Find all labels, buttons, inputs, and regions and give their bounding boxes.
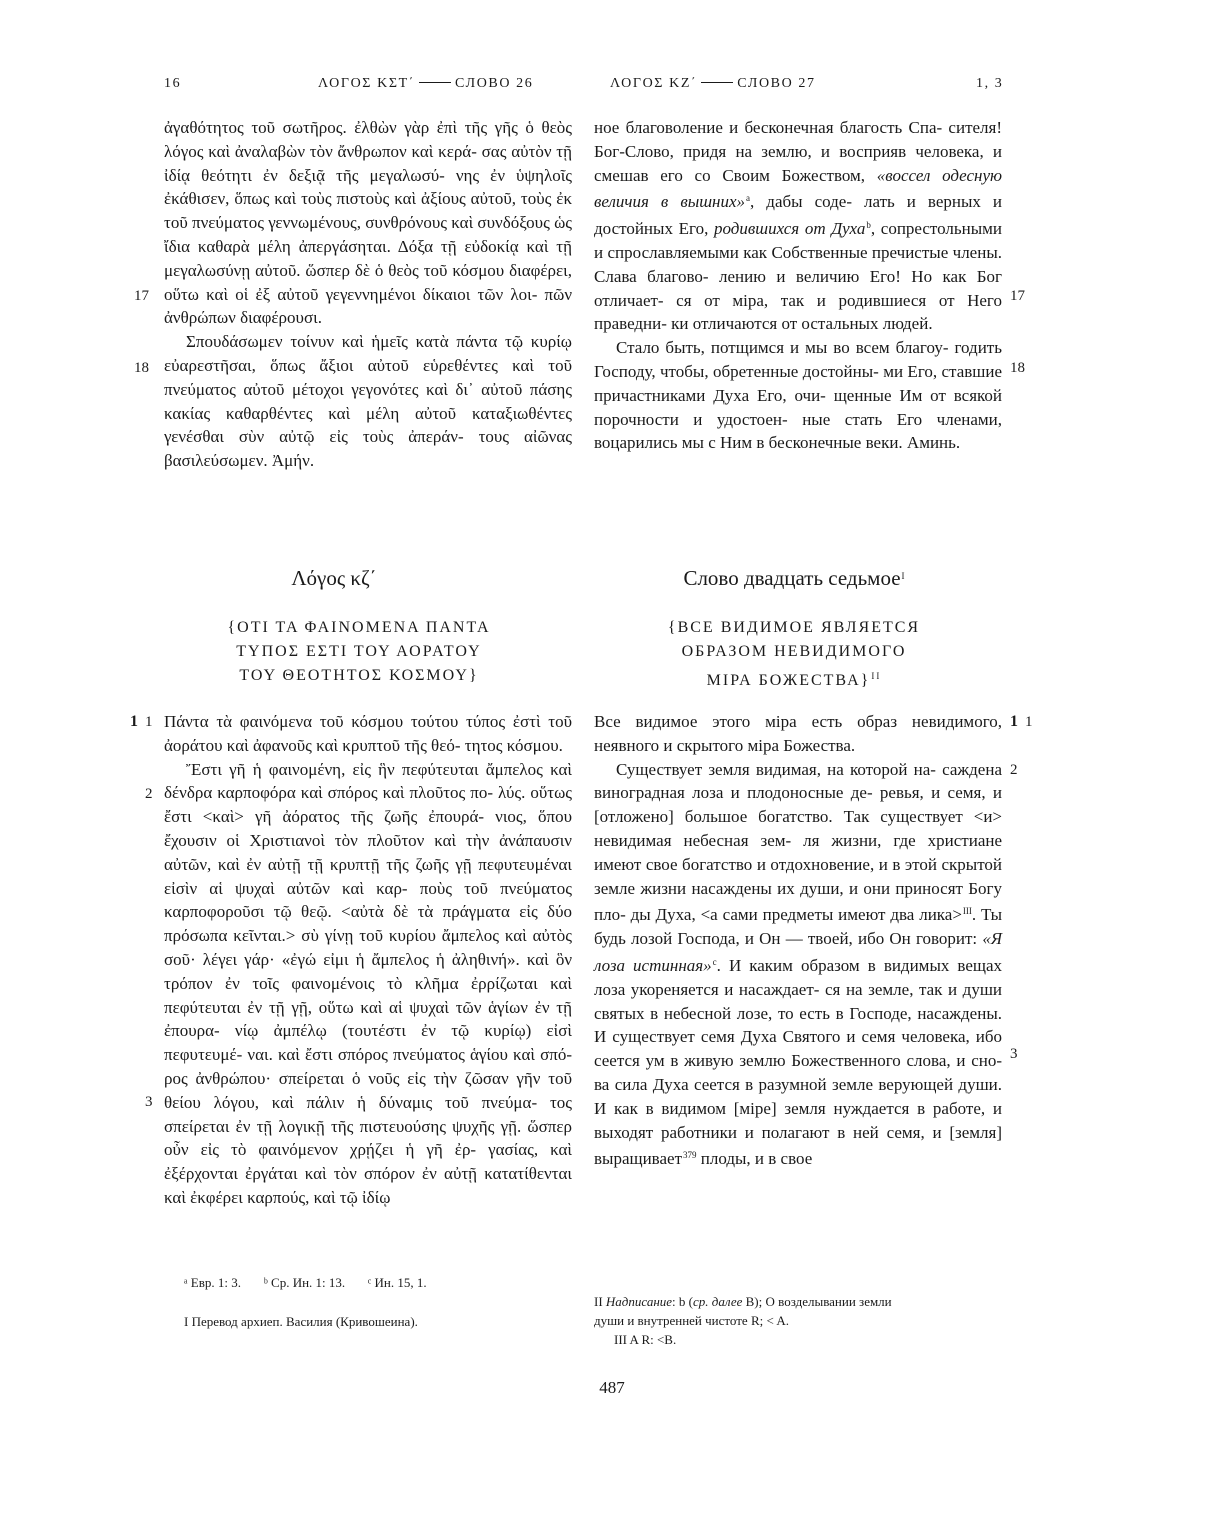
greek-verse-1: Πάντα τὰ φαινόμενα τοῦ κόσμου τούτου τύπος ἐστὶ τοῦ ἀοράτου καὶ ἀφανοῦς καὶ κρυπτοῦ τῆς θεό- τητος κόσμου. (164, 712, 573, 755)
russian-discourse-title: Слово двадцать седьмое$^I$ (683, 566, 905, 590)
header-dash (419, 82, 451, 83)
russian-discourse-subtitle: {ВСЕ ВИДИМОЕ ЯВЛЯЕТСЯ ОБРАЗОМ НЕВИДИМОГО МІРА БОЖЕСТВА}$^{II}$ (667, 619, 921, 689)
russian-verse-2: Существует земля видимая, на которой на- саждена виноградная лоза и плодоносные де- ревья, и семя, и [отложено] большое богатство. Так существует <и> невидимая небесная зем- ля жизни, где христиане имеют свое богатство и отдохновение, и в этой скрытой земле жизни насаждены их души, и они приносят Богу пло- ды Духа, <а сами предметы имеют два лика>$^{III}$. Ты будь лозой Господа, и Он — твоей, ибо Он говорит: «Я лоза истинная»$^c$. И каким образом в видимых вещах лоза укореняется и насаждает- ся на земле, так и души святых в небесной лозе, то есть в Господе, насаждены. И существует семя Духа Святого и семя человека, ибо сеется ум в живую землю Божественного слова, и сно- ва сила Духа сеется в разумной земле верующей души. И как в видимом [міре] земля нуждается в работе, и выходят работники и полагают в ней семя, и [земля] выращивает$^{379}$ плоды, и в свое (594, 759, 1003, 1169)
footnote-b: ᵇ Ср. Ин. 1: 13. (263, 1275, 346, 1290)
russian-column-main (594, 710, 1002, 1171)
page-number: 487 (599, 1378, 625, 1397)
apparatus-note-iii: III A R: <B. (614, 1332, 677, 1347)
header-right-page-ref: 1, 3 (976, 76, 1004, 91)
verse-number-17-left: 17 (134, 288, 149, 304)
header-right-russian: СЛОВО 27 (737, 76, 816, 91)
verse-number-2-left: 2 (145, 786, 153, 802)
greek-discourse-subtitle: {ΟΤΙ ΤΑ ΦΑΙΝΟΜΕΝΑ ΠΑΝΤΑ ΤΥΠΟΣ ΕΣΤΙ ΤΟΥ ΑΟΡΑΤΟΥ ΤΟΥ ΘΕΟΤΗΤΟΣ ΚΟΣΜΟΥ} (227, 619, 491, 684)
greek-paragraph-16: ἀγαθότητος τοῦ σωτῆρος. ἐλθὼν γὰρ ἐπὶ τῆς γῆς ὁ θεὸς λόγος καὶ ἀναλαβὼν τὸν ἄνθρωπον καὶ κερά- σας αὐτὸν τῇ ἰδίᾳ θεότητι ἐν δεξιᾷ τῆς μεγαλωσύ- νης ἐν ὑψηλοῖς ἐκάθισεν, ὅπως καὶ τοὺς πιστοὺς καὶ ἀξίους αὐτοῦ, τοὺς ἐκ τοῦ πνεύματος γεννωμένους, συνθρόνους καὶ συνδόξους ὡς ἴδια καθαρὰ μέλη ἀπεργάσηται. Δόξα τῇ εὐδοκίᾳ καὶ τῇ μεγαλωσύνῃ αὐτοῦ. ὥσπερ δὲ ὁ θεὸς τοῦ κόσμου διαφέρει, οὕτω καὶ οἱ ἐξ αὐτοῦ γεγεννημένοι δίκαιοι τῶν λοι- πῶν ἀνθρώπων διαφέρουσι. (164, 118, 573, 328)
verse-number-1-right: 1 (1025, 714, 1033, 730)
chapter-number-1-left: 1 (130, 713, 138, 730)
footnote-a: ᵃ Евр. 1: 3. (184, 1275, 241, 1290)
greek-verse-2: Ἔστι γῆ ἡ φαινομένη, εἰς ἣν πεφύτευται ἄμπελος καὶ δένδρα καρποφόρα καὶ σπόρος καὶ πλοῦτος πο- λύς. οὕτως ἔστι <καὶ> γῆ ἀόρατος τῆς ζωῆς ἐπουρά- νιος, ὅπου ἔχουσιν οἱ Χριστιανοὶ τὸν πλοῦτον καὶ τὴν ἀνάπαυσιν αὐτῶν, καὶ ἐν αὐτῇ τῇ κρυπτῇ τῆς ζωῆς γῇ πεφυτευμέναι εἰσὶν αἱ ψυχαὶ αὐτῶν καὶ καρ- ποὺς τοῦ πνεύματος καρποφοροῦσι τῷ θεῷ. <αὐτὰ δὲ τὰ πράγματα εἰς δύο πρόσωπα κεῖνται.> σὺ γίνῃ τοῦ κυρίου ἄμπελος καὶ αὐτὸς σοῦ· λέγει γάρ· «ἐγώ εἰμι ἡ ἄμπελος ἡ ἀληθινή». καὶ ὃν τρόπον ἐν τοῖς φαινομένοις τὸ κλῆμα ἐρρίζωται καὶ πεφύτευται ἐν τῇ γῇ, οὕτω καὶ αἱ ψυχαὶ τῶν ἁγίων ἐν τῇ ἐπουρα- νίῳ ἀμπέλῳ (τουτέστι ἐν τῷ κυρίῳ) εἰσὶ πεφυτευμέ- ναι. καὶ ἔστι σπόρος πνεύματος ἁγίου καὶ σπό- ρος ἀνθρώπου· σπείρεται ὁ νοῦς εἰς τὴν ζῶσαν γῆν τοῦ θείου λόγου, καὶ πάλιν ἡ δύναμις τοῦ πνεύμα- τος σπείρεται ἐν τῇ λογικῇ τῆς πιστευούσης ψυχῆς γῇ. ὥσπερ οὖν εἰς τὸ φαινόμενον χρῄζει ἡ γῆ ἐρ- γασίας, καὶ ἐξέρχονται ἐργάται καὶ τὸν σπόρον ἐν αὐτῇ κατατίθενται καὶ ἐκφέρει καρπούς, καὶ τῷ ἰδίῳ (164, 759, 573, 1207)
footnote-mark-c: c (712, 956, 717, 967)
header-dash (701, 82, 733, 83)
header-right-title (610, 76, 816, 92)
header-left-title (318, 76, 533, 92)
footnote-c: ᶜ Ин. 15, 1. (367, 1275, 427, 1290)
header-right-greek: ΛΟΓΟΣ ΚΖ΄ (610, 76, 698, 91)
note-mark-i: I (901, 571, 905, 581)
header-left-russian: СЛОВО 26 (455, 76, 534, 91)
translator-note: I Перевод архиеп. Василия (Кривошеина). (184, 1314, 418, 1329)
note-mark-iii: III (962, 906, 972, 917)
chapter-number-1-right: 1 (1010, 713, 1018, 730)
apparatus-notes: II Надписание: b (ср. далее B); О возделывании земли души и внутренней чистоте R; < A. III A R: <B. (594, 1292, 1004, 1349)
verse-number-3-right: 3 (1010, 1046, 1018, 1062)
footnote-mark-a: a (746, 193, 751, 204)
scripture-footnotes (184, 1273, 427, 1292)
greek-column-main (164, 710, 572, 1210)
verse-number-1-left: 1 (145, 714, 153, 730)
russian-column-top (594, 116, 1002, 455)
russian-verse-1: Все видимое этого міра есть образ невидимого, неявного и скрытого міра Божества. (594, 712, 1002, 755)
russian-paragraph-16: ное благоволение и бесконечная благость Спа- сителя! Бог-Слово, придя на землю, и восприяв человека, и смешав его со Своим Божеством, «воссел одесную величия в вышних»$^a$, дабы соде- лать и верных и достойных Его, родившихся от Духа$^b$, сопрестольными и спрославляемыми как Собственные пречистые члены. Слава благово- лению и величию Его! Но как Бог отличает- ся от міра, так и родившиеся от Него праведни- ки отличаются от остальных людей. (594, 118, 1003, 334)
endnote-mark-379: 379 (683, 1150, 697, 1161)
apparatus-note-ii: II Надписание: b (ср. далее B); О возделывании земли (594, 1294, 892, 1309)
verse-number-3-left: 3 (145, 1094, 153, 1110)
note-mark-ii: II (871, 671, 882, 681)
verse-number-17-right: 17 (1010, 288, 1025, 304)
greek-paragraph-18: Σπουδάσωμεν τοίνυν καὶ ἡμεῖς κατὰ πάντα τῷ κυρίῳ εὐαρεστῆσαι, ὅπως ἄξιοι αὐτοῦ εὑρεθέντες καὶ τοῦ πνεύματος αὐτοῦ μέτοχοι γεγονότες καὶ δι᾿ αὐτοῦ πάσης κακίας καθαρθέντες καὶ μέλη αὐτοῦ καταξιωθέντες γενέσθαι σὺν αὐτῷ εἰς τοὺς ἀπεράν- τους αἰῶνας βασιλεύσωμεν. Ἀμήν. (164, 332, 573, 471)
footnote-mark-b: b (866, 220, 871, 231)
greek-column-top (164, 116, 572, 473)
greek-discourse-title: Λόγος κζ΄ (291, 566, 377, 590)
verse-number-18-right: 18 (1010, 360, 1025, 376)
verse-number-18-left: 18 (134, 360, 149, 376)
header-left-greek: ΛΟΓΟΣ ΚΣΤ΄ (318, 76, 416, 91)
header-left-page-number: 16 (164, 76, 182, 91)
verse-number-2-right: 2 (1010, 762, 1018, 778)
russian-paragraph-18: Стало быть, потщимся и мы во всем благоу- годить Господу, чтобы, обретенные достойны- ми Его, ставшие причастниками Духа Его, очи- щенные Им от всякой порочности и удостоен- ные стать Его членами, воцарились мы с Ним в бесконечные веки. Аминь. (594, 338, 1003, 453)
